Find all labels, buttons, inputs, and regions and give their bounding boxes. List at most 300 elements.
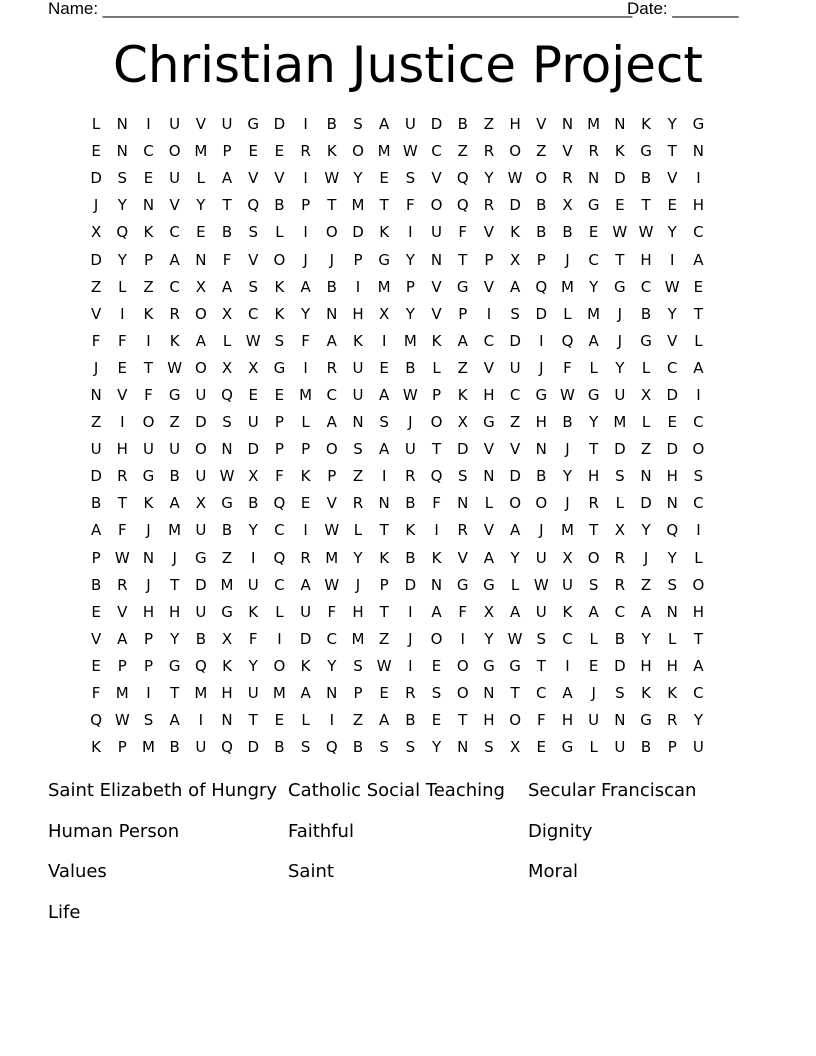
- grid-letter: L: [484, 494, 494, 513]
- grid-letter: Q: [430, 467, 443, 486]
- grid-letter: R: [300, 548, 311, 567]
- grid-letter: G: [456, 277, 469, 296]
- grid-letter: T: [327, 196, 337, 215]
- grid-letter: P: [274, 440, 284, 459]
- grid-letter: E: [91, 602, 101, 621]
- grid-letter: C: [431, 142, 442, 161]
- grid-letter: Y: [641, 521, 651, 540]
- word-bank-row: [48, 899, 768, 940]
- grid-letter: N: [326, 684, 338, 703]
- grid-letter: P: [432, 385, 442, 404]
- grid-letter: M: [377, 142, 391, 161]
- grid-letter: L: [118, 277, 127, 296]
- grid-letter: Y: [641, 629, 651, 648]
- word-bank-item: Values: [48, 861, 107, 883]
- grid-letter: N: [483, 467, 495, 486]
- grid-letter: B: [562, 413, 573, 432]
- grid-letter: K: [169, 331, 180, 350]
- word-bank-item: Saint Elizabeth of Hungry: [48, 780, 278, 801]
- grid-letter: H: [666, 656, 678, 675]
- date-field-label: Date: _______: [627, 0, 739, 18]
- grid-letter: M: [194, 684, 208, 703]
- grid-letter: Y: [405, 250, 415, 269]
- grid-letter: X: [640, 385, 652, 404]
- grid-letter: T: [589, 521, 599, 540]
- grid-letter: K: [379, 223, 390, 242]
- grid-letter: L: [275, 602, 284, 621]
- grid-letter: T: [379, 602, 389, 621]
- grid-letter: V: [562, 142, 573, 161]
- grid-letter: D: [614, 169, 626, 188]
- grid-letter: B: [195, 629, 206, 648]
- grid-letter: H: [666, 467, 678, 486]
- letter-grid: [83, 111, 738, 761]
- grid-letter: X: [509, 250, 521, 269]
- grid-letter: L: [589, 629, 598, 648]
- grid-letter: O: [430, 629, 443, 648]
- grid-letter: P: [143, 629, 153, 648]
- grid-letter: V: [195, 115, 206, 134]
- grid-letter: A: [640, 602, 652, 621]
- grid-letter: O: [587, 548, 600, 567]
- grid-row: [83, 111, 738, 138]
- grid-letter: U: [169, 115, 181, 134]
- grid-letter: X: [457, 413, 468, 432]
- grid-letter: C: [326, 385, 338, 404]
- grid-letter: V: [483, 223, 495, 242]
- grid-letter: T: [248, 711, 258, 730]
- grid-letter: D: [535, 304, 548, 323]
- grid-letter: J: [355, 575, 361, 594]
- grid-letter: O: [168, 142, 181, 161]
- grid-letter: K: [248, 602, 259, 621]
- grid-letter: U: [431, 223, 443, 242]
- grid-letter: T: [693, 304, 703, 323]
- grid-letter: T: [615, 250, 625, 269]
- grid-letter: M: [587, 304, 601, 323]
- grid-letter: A: [300, 684, 311, 703]
- grid-letter: M: [613, 413, 627, 432]
- word-bank-row: [48, 858, 768, 899]
- grid-letter: S: [274, 331, 285, 350]
- grid-letter: I: [303, 115, 308, 134]
- grid-letter: M: [194, 142, 208, 161]
- grid-letter: K: [405, 521, 416, 540]
- grid-letter: I: [408, 602, 413, 621]
- grid-letter: N: [142, 548, 155, 567]
- grid-letter: Y: [615, 358, 625, 377]
- grid-letter: S: [431, 684, 442, 703]
- grid-letter: Z: [483, 115, 495, 134]
- grid-letter: S: [222, 413, 232, 432]
- grid-letter: L: [641, 413, 651, 432]
- grid-letter: W: [638, 223, 654, 242]
- grid-letter: H: [692, 196, 705, 215]
- grid-letter: J: [408, 629, 413, 648]
- grid-letter: V: [431, 277, 442, 296]
- grid-letter: Z: [352, 711, 364, 730]
- grid-letter: Z: [509, 413, 521, 432]
- grid-letter: N: [640, 467, 652, 486]
- grid-letter: G: [195, 548, 207, 567]
- grid-letter: V: [248, 169, 259, 188]
- grid-letter: Z: [457, 358, 468, 377]
- name-field-label: Name: ________________________________________________________: [48, 0, 633, 18]
- grid-letter: O: [456, 656, 469, 675]
- grid-letter: A: [562, 684, 573, 703]
- grid-letter: Z: [640, 440, 652, 459]
- grid-letter: B: [614, 629, 625, 648]
- grid-letter: A: [693, 358, 704, 377]
- grid-letter: P: [667, 738, 677, 757]
- grid-letter: P: [536, 250, 546, 269]
- grid-letter: L: [222, 331, 232, 350]
- grid-letter: Q: [666, 521, 679, 540]
- grid-letter: F: [458, 223, 468, 242]
- grid-letter: R: [667, 711, 678, 730]
- grid-letter: T: [143, 358, 154, 377]
- grid-letter: O: [430, 196, 443, 215]
- grid-row: [83, 165, 738, 192]
- grid-letter: E: [379, 358, 389, 377]
- grid-letter: F: [458, 602, 468, 621]
- grid-letter: U: [614, 738, 626, 757]
- grid-letter: Y: [667, 223, 677, 242]
- grid-letter: O: [430, 413, 443, 432]
- grid-letter: I: [355, 277, 361, 296]
- grid-letter: S: [353, 115, 363, 134]
- grid-letter: B: [169, 467, 180, 486]
- grid-letter: A: [693, 250, 704, 269]
- grid-letter: A: [90, 521, 102, 540]
- grid-letter: C: [143, 142, 154, 161]
- grid-letter: W: [324, 521, 340, 540]
- grid-letter: B: [536, 223, 547, 242]
- grid-letter: U: [247, 684, 259, 703]
- grid-letter: G: [483, 656, 495, 675]
- grid-letter: I: [460, 629, 465, 648]
- grid-letter: L: [275, 223, 284, 242]
- grid-letter: F: [248, 629, 258, 648]
- grid-letter: C: [274, 521, 285, 540]
- grid-letter: N: [221, 440, 233, 459]
- grid-letter: O: [509, 711, 521, 730]
- grid-row: [83, 653, 738, 680]
- grid-letter: Y: [667, 548, 677, 567]
- grid-letter: P: [484, 250, 494, 269]
- grid-letter: E: [615, 196, 625, 215]
- grid-letter: F: [91, 331, 101, 350]
- grid-letter: J: [591, 684, 596, 703]
- grid-letter: C: [588, 250, 599, 269]
- grid-letter: D: [640, 494, 652, 513]
- grid-letter: U: [221, 115, 233, 134]
- grid-letter: M: [377, 277, 391, 296]
- grid-letter: C: [640, 277, 652, 296]
- grid-letter: B: [562, 223, 573, 242]
- grid-letter: C: [693, 494, 704, 513]
- grid-letter: P: [405, 277, 415, 296]
- grid-letter: Z: [457, 142, 468, 161]
- grid-row: [83, 355, 738, 382]
- grid-letter: Y: [484, 629, 494, 648]
- grid-letter: Y: [353, 169, 363, 188]
- grid-letter: M: [220, 575, 234, 594]
- grid-letter: J: [643, 548, 649, 567]
- grid-letter: C: [693, 684, 704, 703]
- grid-letter: N: [666, 494, 678, 513]
- grid-letter: M: [325, 548, 339, 567]
- grid-letter: E: [91, 142, 101, 161]
- grid-letter: I: [565, 656, 570, 675]
- grid-letter: I: [277, 629, 282, 648]
- grid-row: [83, 707, 738, 734]
- grid-letter: K: [143, 223, 154, 242]
- grid-letter: G: [640, 711, 652, 730]
- grid-letter: J: [303, 250, 308, 269]
- grid-letter: D: [509, 196, 521, 215]
- grid-letter: E: [431, 711, 442, 730]
- grid-letter: W: [507, 629, 523, 648]
- grid-letter: B: [536, 467, 547, 486]
- grid-letter: G: [378, 250, 390, 269]
- grid-letter: T: [641, 196, 651, 215]
- grid-letter: X: [248, 358, 259, 377]
- grid-letter: T: [222, 196, 232, 215]
- grid-letter: N: [588, 169, 600, 188]
- grid-letter: A: [509, 602, 521, 621]
- grid-letter: E: [91, 656, 101, 675]
- grid-letter: V: [274, 169, 285, 188]
- grid-letter: G: [221, 494, 233, 513]
- grid-letter: T: [379, 521, 389, 540]
- grid-letter: Q: [456, 169, 469, 188]
- grid-letter: Q: [535, 277, 548, 296]
- grid-letter: O: [194, 358, 207, 377]
- grid-letter: A: [457, 331, 468, 350]
- grid-letter: F: [327, 602, 337, 621]
- grid-letter: J: [565, 250, 570, 269]
- grid-letter: B: [640, 304, 652, 323]
- grid-letter: U: [588, 711, 600, 730]
- grid-letter: H: [116, 440, 128, 459]
- grid-letter: W: [376, 656, 392, 675]
- grid-letter: K: [326, 142, 337, 161]
- grid-letter: T: [510, 684, 520, 703]
- grid-letter: Y: [431, 738, 442, 757]
- grid-letter: N: [483, 684, 495, 703]
- grid-letter: I: [381, 467, 387, 486]
- grid-letter: G: [614, 277, 626, 296]
- grid-letter: K: [562, 602, 573, 621]
- grid-letter: I: [696, 385, 701, 404]
- grid-letter: U: [195, 521, 207, 540]
- grid-letter: B: [405, 711, 416, 730]
- grid-letter: D: [90, 250, 102, 269]
- grid-letter: U: [195, 385, 207, 404]
- grid-letter: P: [379, 575, 389, 594]
- grid-letter: C: [614, 602, 626, 621]
- grid-letter: O: [509, 142, 521, 161]
- grid-letter: I: [251, 548, 256, 567]
- grid-letter: B: [405, 494, 416, 513]
- grid-letter: L: [641, 358, 651, 377]
- grid-letter: Y: [510, 548, 520, 567]
- grid-letter: D: [456, 440, 469, 459]
- grid-letter: H: [588, 467, 600, 486]
- grid-letter: C: [693, 413, 704, 432]
- grid-letter: R: [614, 548, 626, 567]
- grid-letter: A: [379, 711, 390, 730]
- grid-letter: R: [483, 196, 495, 215]
- grid-letter: P: [327, 467, 337, 486]
- grid-letter: U: [195, 602, 207, 621]
- grid-letter: H: [352, 602, 364, 621]
- grid-row: [83, 219, 738, 246]
- grid-letter: U: [509, 358, 521, 377]
- grid-row: [83, 626, 738, 653]
- grid-letter: O: [194, 440, 207, 459]
- grid-letter: V: [117, 602, 128, 621]
- grid-letter: S: [536, 629, 547, 648]
- grid-letter: J: [617, 304, 623, 323]
- grid-letter: Q: [90, 711, 102, 730]
- grid-letter: Z: [90, 277, 102, 296]
- grid-letter: U: [247, 575, 259, 594]
- grid-row: [83, 680, 738, 707]
- grid-letter: K: [274, 304, 285, 323]
- grid-letter: C: [274, 575, 285, 594]
- grid-letter: V: [667, 169, 678, 188]
- grid-letter: X: [195, 277, 206, 296]
- grid-letter: B: [90, 575, 102, 594]
- grid-letter: Q: [221, 738, 233, 757]
- grid-letter: E: [143, 169, 154, 188]
- grid-letter: M: [351, 196, 365, 215]
- grid-letter: Z: [536, 142, 547, 161]
- grid-letter: F: [563, 358, 572, 377]
- grid-letter: G: [640, 142, 652, 161]
- grid-letter: B: [326, 277, 337, 296]
- grid-letter: U: [142, 440, 154, 459]
- grid-letter: N: [430, 575, 443, 594]
- grid-letter: K: [641, 684, 651, 703]
- grid-letter: Y: [301, 304, 311, 323]
- grid-letter: T: [117, 494, 127, 513]
- grid-row: [83, 246, 738, 273]
- grid-letter: J: [539, 358, 544, 377]
- grid-letter: F: [536, 711, 546, 730]
- grid-letter: I: [539, 331, 544, 350]
- grid-letter: O: [692, 575, 705, 594]
- grid-letter: Z: [379, 629, 390, 648]
- grid-letter: C: [666, 358, 678, 377]
- grid-letter: Z: [169, 413, 180, 432]
- grid-letter: E: [588, 223, 599, 242]
- grid-letter: Y: [667, 115, 677, 134]
- grid-letter: W: [114, 711, 130, 730]
- grid-letter: D: [299, 629, 312, 648]
- grid-letter: B: [405, 548, 416, 567]
- grid-letter: Z: [90, 413, 102, 432]
- grid-letter: W: [324, 575, 340, 594]
- grid-letter: U: [300, 602, 312, 621]
- grid-letter: X: [509, 738, 521, 757]
- grid-letter: N: [116, 142, 128, 161]
- grid-letter: I: [329, 711, 334, 730]
- grid-letter: J: [172, 548, 177, 567]
- grid-letter: O: [142, 413, 155, 432]
- grid-letter: K: [431, 548, 442, 567]
- grid-row: [83, 463, 738, 490]
- grid-letter: B: [221, 521, 233, 540]
- grid-letter: N: [457, 738, 469, 757]
- grid-letter: N: [666, 602, 678, 621]
- grid-letter: U: [169, 169, 181, 188]
- grid-letter: L: [510, 575, 520, 594]
- grid-letter: Y: [170, 629, 180, 648]
- grid-letter: I: [408, 223, 413, 242]
- grid-letter: H: [692, 602, 705, 621]
- grid-letter: S: [405, 738, 416, 757]
- grid-letter: B: [248, 494, 259, 513]
- grid-letter: W: [324, 169, 340, 188]
- grid-letter: L: [301, 711, 310, 730]
- grid-letter: B: [405, 358, 416, 377]
- grid-letter: K: [614, 142, 625, 161]
- grid-letter: Q: [561, 331, 574, 350]
- grid-letter: Q: [247, 196, 260, 215]
- grid-letter: C: [483, 331, 495, 350]
- grid-letter: T: [589, 440, 599, 459]
- grid-letter: D: [509, 467, 521, 486]
- grid-letter: N: [457, 494, 469, 513]
- grid-letter: G: [142, 467, 155, 486]
- grid-letter: R: [562, 169, 573, 188]
- grid-letter: B: [640, 738, 652, 757]
- grid-letter: G: [692, 115, 705, 134]
- grid-letter: N: [614, 115, 626, 134]
- grid-letter: D: [430, 115, 443, 134]
- grid-letter: Q: [116, 223, 129, 242]
- grid-letter: I: [696, 169, 701, 188]
- grid-letter: C: [326, 629, 338, 648]
- grid-letter: M: [560, 521, 574, 540]
- grid-letter: L: [668, 629, 677, 648]
- grid-letter: P: [222, 142, 232, 161]
- grid-letter: L: [91, 115, 101, 134]
- grid-letter: Y: [196, 196, 206, 215]
- grid-letter: D: [247, 440, 259, 459]
- grid-letter: I: [434, 521, 439, 540]
- grid-letter: R: [117, 467, 128, 486]
- grid-letter: U: [90, 440, 102, 459]
- grid-letter: P: [143, 250, 153, 269]
- grid-letter: P: [301, 440, 311, 459]
- grid-letter: Z: [352, 467, 364, 486]
- grid-letter: Z: [640, 575, 652, 594]
- grid-letter: A: [300, 277, 311, 296]
- grid-letter: R: [483, 142, 495, 161]
- grid-letter: G: [587, 196, 600, 215]
- grid-letter: K: [91, 738, 102, 757]
- grid-letter: S: [300, 738, 311, 757]
- grid-letter: Y: [693, 711, 703, 730]
- grid-letter: Y: [589, 413, 599, 432]
- word-bank-row: [48, 818, 768, 859]
- grid-letter: S: [667, 575, 677, 594]
- grid-letter: R: [588, 494, 599, 513]
